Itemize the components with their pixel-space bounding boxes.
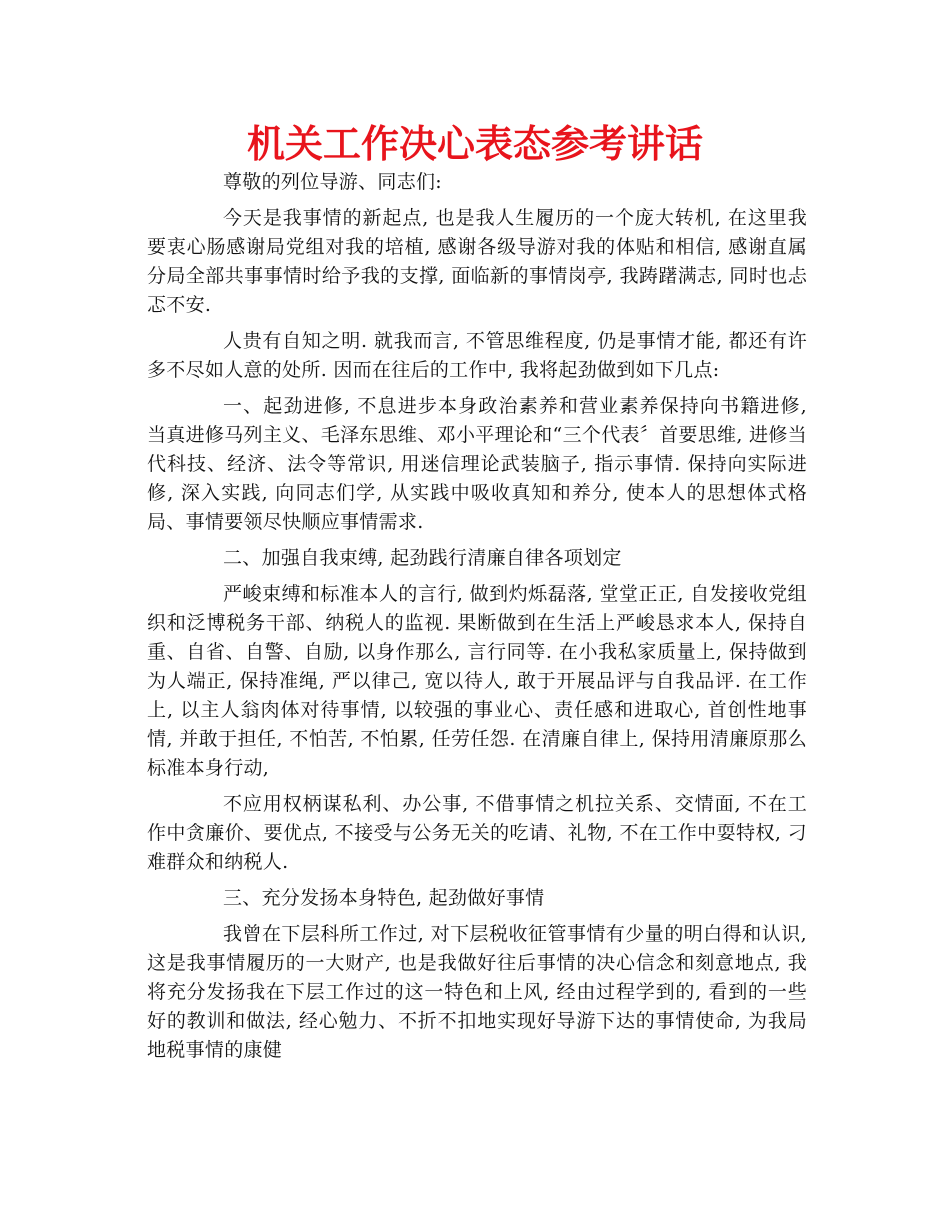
- heading-point-three: 三、充分发扬本身特色, 起劲做好事情: [223, 887, 545, 909]
- paragraph-integrity: 不应用权柄谋私利、办公事, 不借事情之机拉关系、交情面, 不在工作中贪廉价、要优点, 不接受与公务无关的吃请、礼物, 不在工作中耍特权, 刁难群众和纳税人.: [147, 793, 807, 873]
- paragraph-self-discipline: 严峻束缚和标准本人的言行, 做到灼烁磊落, 堂堂正正, 自发接收党组织和泛博税务干部、纳税人的监视. 果断做到在生活上严峻恳求本人, 保持自重、自省、自警、自励, 以身作那么, 言行同等. 在小我私家质量上, 保持做到为人端正, 保持准绳, 严以律己, 宽以待人, 敢于开展品评与自我品评. 在工作上, 以主人翁肉体对待事情, 以较强的事业心、责任感和进取心, 首创性地事情, 并敢于担任, 不怕苦, 不怕累, 任劳任怨. 在清廉自律上, 保持用清廉原那么标准本身行动,: [147, 583, 807, 779]
- document-title: 机关工作决心表态参考讲话: [246, 121, 703, 166]
- paragraph-intro: 今天是我事情的新起点, 也是我人生履历的一个庞大转机, 在这里我要衷心肠感谢局党组对我的培植, 感谢各级导游对我的体贴和相信, 感谢直属分局全部共事事情时给予我的支撑, 面临新的事情岗亭, 我踌躇满志, 同时也忐忑不安.: [147, 207, 807, 316]
- paragraph-self-knowledge: 人贵有自知之明. 就我而言, 不管思维程度, 仍是事情才能, 都还有许多不尽如人意的处所. 因而在往后的工作中, 我将起劲做到如下几点:: [147, 330, 807, 381]
- heading-point-two: 二、加强自我束缚, 起劲践行清廉自律各项划定: [223, 547, 622, 569]
- document-body: [147, 168, 807, 1072]
- salutation: 尊敬的列位导游、同志们:: [223, 171, 443, 193]
- paragraph-experience: 我曾在下层科所工作过, 对下层税收征管事情有少量的明白得和认识, 这是我事情履历的一大财产, 也是我做好往后事情的决心信念和刻意地点, 我将充分发扬我在下层工作过的这一特色和上风, 经由过程学到的, 看到的一些好的教训和做法, 经心勉力、不折不扣地实现好导游下达的事情使命, 为我局地税事情的康健: [147, 923, 807, 1061]
- paragraph-point-one: 一、起劲进修, 不息进步本身政治素养和营业素养保持向书籍进修, 当真进修马列主义、毛泽东思维、邓小平理论和“三个代表〞首要思维, 进修当代科技、经济、法令等常识, 用迷信理论武装脑子, 指示事情. 保持向实际进修, 深入实践, 向同志们学, 从实践中吸收真知和养分, 使本人的思想体式格局、事情要领尽快顺应事情需求.: [147, 395, 807, 533]
